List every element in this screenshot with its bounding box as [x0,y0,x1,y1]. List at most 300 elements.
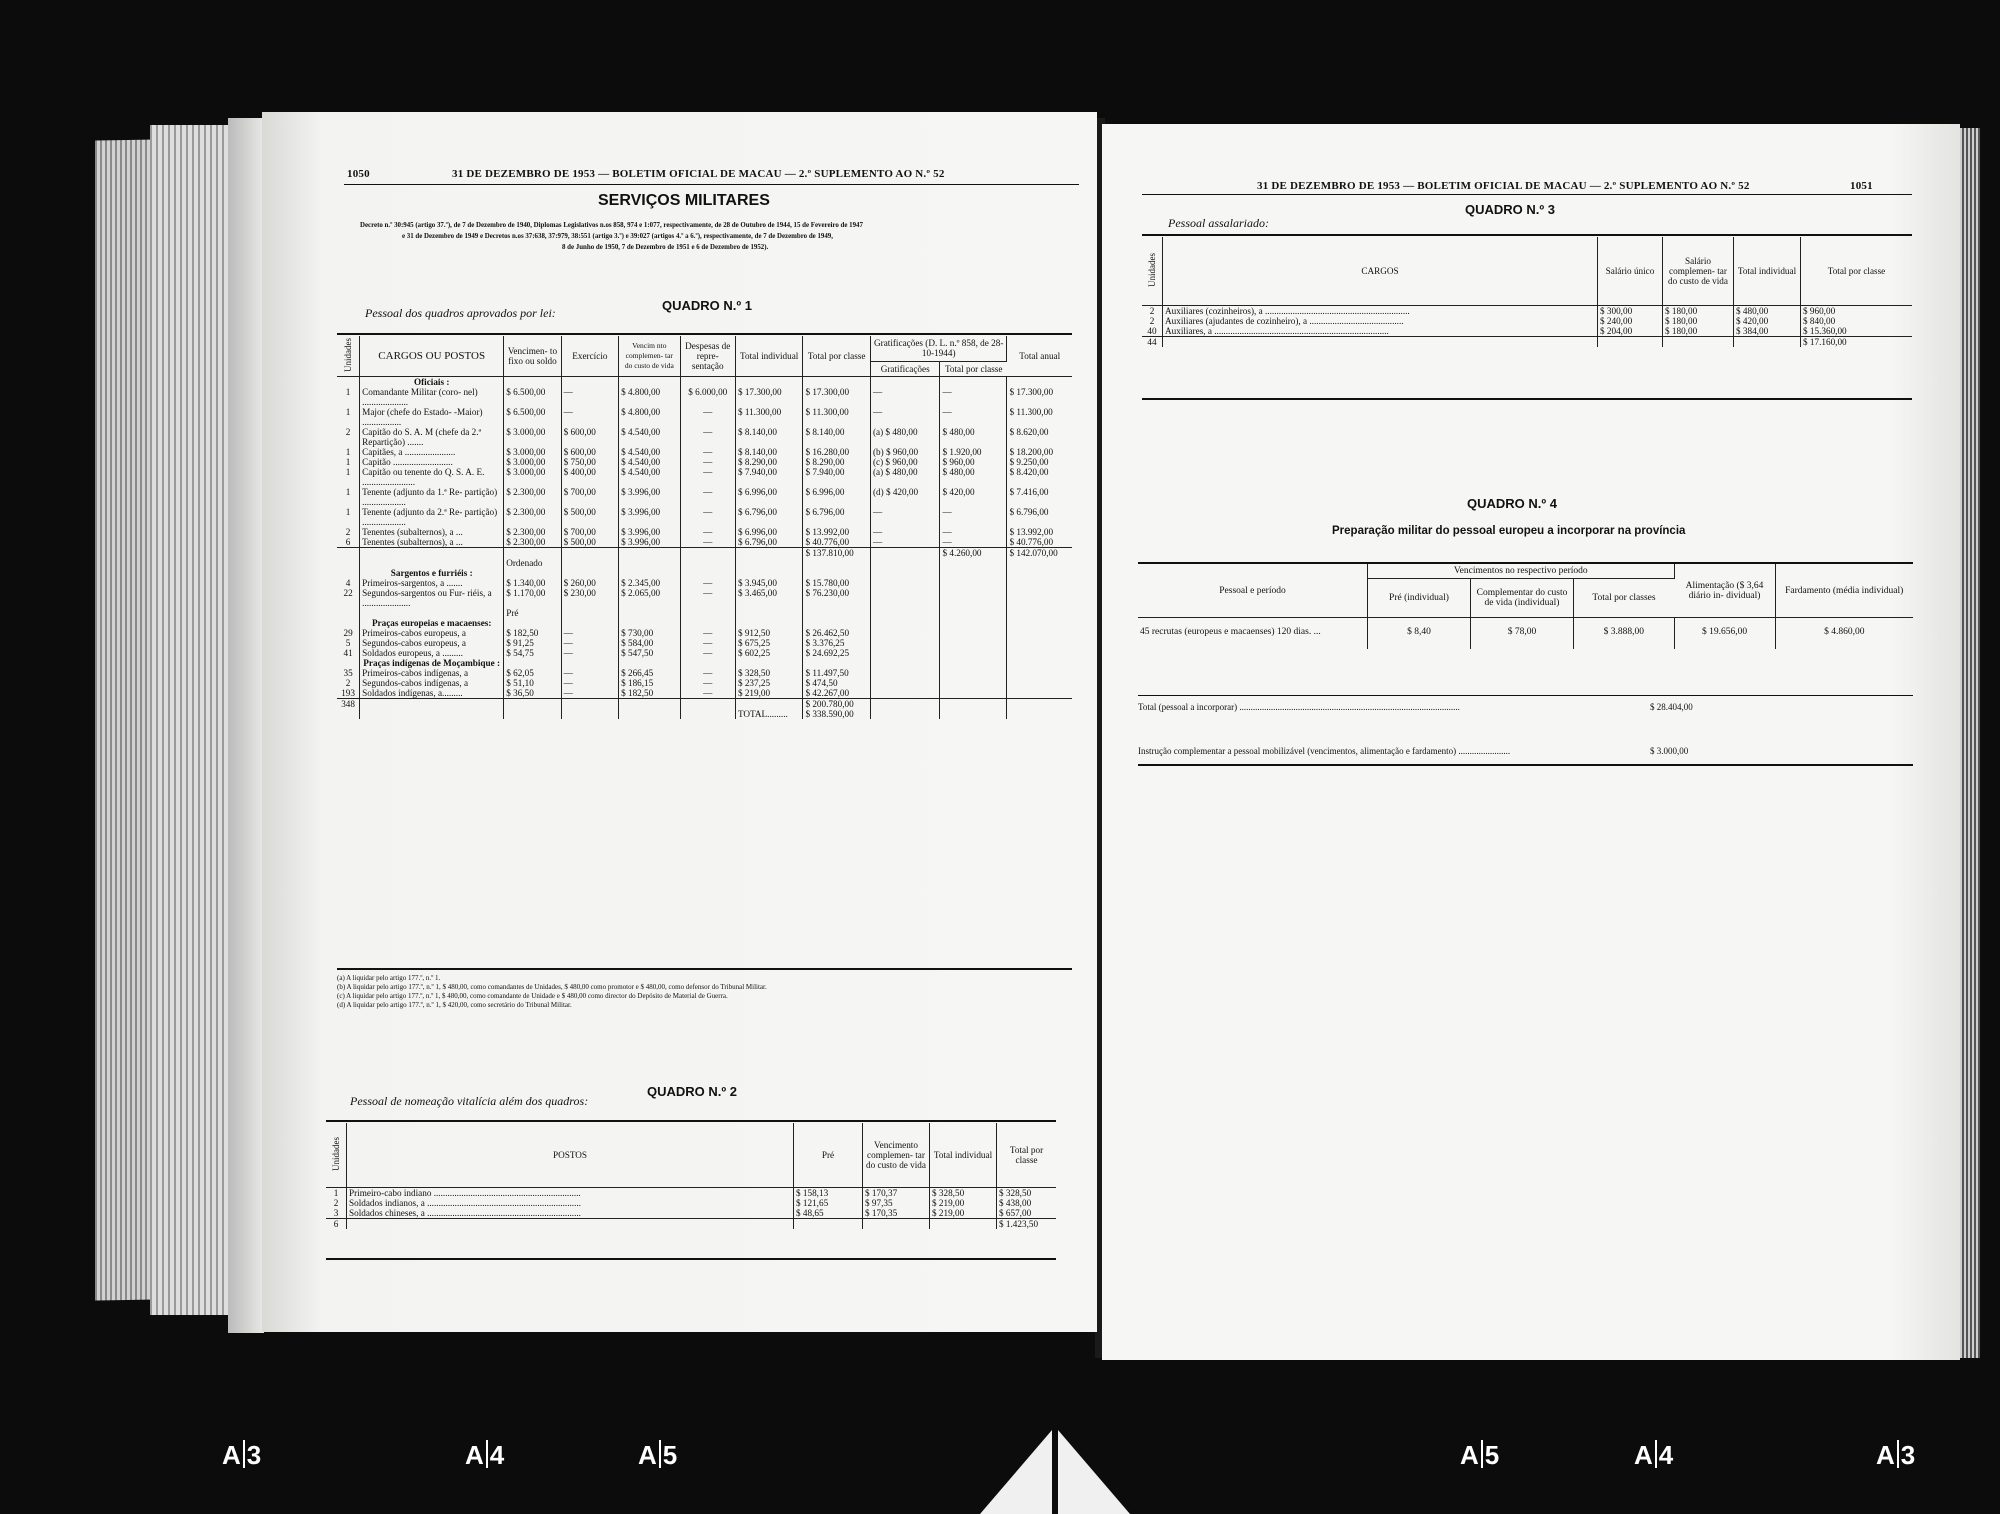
q1-section-row [337,568,1072,578]
book-edge-shadow [228,118,264,1333]
q4-cell-complementar: $ 78,00 [1471,618,1574,650]
q1-cell-exercicio [561,377,618,388]
q1-cell-exercicio: — [561,678,618,688]
q3-body [1142,306,1912,348]
q4-cell-pessoal: 45 recrutas (europeus e macaenses) 120 dias. ... [1138,618,1368,650]
q1-cell-total-classe: $ 40.776,00 [803,537,871,548]
q1-cell-cargo: Tenente (adjunto da 2.ª Re- partição) ................... [360,507,504,527]
q2-h-complemento: Vencimento complemen- tar do custo de vida [863,1123,930,1188]
q1-cell-complemento [619,558,680,568]
q1-cell-total-anual: $ 9.250,00 [1009,457,1049,467]
target-letter: A [638,1440,657,1470]
q1-cell-grat [870,668,940,678]
q1-cell-total-classe: $ 24.692,25 [803,648,871,658]
q1-cell-venc: $ 91,25 [504,638,561,648]
q1-cell-total-anual [1007,668,1072,678]
q1-cell-total-ind: $ 8.290,00 [735,457,803,467]
q1-cell-unidades: 2 [337,527,360,537]
q2-h-postos: POSTOS [347,1123,794,1188]
q1-cell-grat-total [940,678,1007,688]
q1-row [337,648,1072,658]
q1-cell-cargo [360,558,504,568]
q1-cell-total-anual [1007,588,1072,608]
q1-cell-unidades: 1 [337,507,360,527]
q3-cell-complemento: $ 180,00 [1663,306,1734,317]
q4-h-total: Total por classes [1592,593,1656,603]
q1-cell-total-classe: $ 42.267,00 [803,688,871,699]
q1-cell-grat: (d) $ 420,00 [870,487,940,507]
q3-cell-cargo: Auxiliares (ajudantes de cozinheiro), a ......................................... [1163,316,1598,326]
q3-row [1142,326,1912,337]
q1-cell-unidades: 5 [337,638,360,648]
q1-cell-unidades: 4 [337,578,360,588]
q1-cell-total-anual: $ 6.796,00 [1009,507,1049,517]
q1-cell-venc: $ 6.500,00 [504,387,561,407]
q1-cell-total-anual [1007,628,1072,638]
q1-cell-cargo: Tenentes (subalternos), a ... [360,537,504,548]
q1-row [337,507,1072,527]
q1-caption: Pessoal dos quadros aprovados por lei: [365,306,556,320]
target-letter: A [1460,1440,1479,1470]
q1-cell-cargo: Praças europeias e macaenses: [360,618,504,628]
q2-cell-unidades: 2 [326,1198,347,1208]
q1-cell-cargo: Sargentos e furriéis : [360,568,504,578]
q1-cell-cargo [360,709,504,719]
q2-top-rule [326,1120,1056,1122]
q3-cell-total-ind: $ 384,00 [1734,326,1801,337]
q1-cell-exercicio: — [561,387,618,407]
q1-cell-despesas: — [680,407,735,427]
q1-body [337,377,1072,720]
q1-cell-cargo: Soldados indígenas, a......... [360,688,504,699]
left-triangle-mark [980,1430,1052,1514]
q1-cell-total-ind [735,699,803,710]
target-a3-right [1876,1440,1915,1471]
q1-cell-complemento: $ 4.540,00 [619,447,680,457]
header-rule [344,184,1079,185]
right-page-number: 1051 [1850,180,1873,192]
q1-cell-exercicio [561,548,618,559]
q1-cell-venc [504,658,561,668]
q3-table [1142,237,1912,347]
target-a5-right [1460,1440,1499,1471]
q1-cell-despesas: — [680,467,735,487]
q2-h-total-ind: Total individual [930,1123,997,1188]
target-a4-right [1634,1440,1673,1471]
q1-cell-cargo: Capitães, a ...................... [360,447,504,457]
q1-cell-exercicio [561,699,618,710]
q1-cell-grat-total [940,628,1007,638]
q2-cell-complemento: $ 97,35 [863,1198,930,1208]
q1-h-cargos: CARGOS OU POSTOS [360,336,504,377]
q1-title: QUADRO N.º 1 [662,298,752,313]
q1-cell-complemento: $ 3.996,00 [619,527,680,537]
q1-row [337,387,1072,407]
q1-cell-complemento: $ 186,15 [619,678,680,688]
q1-cell-unidades: 1 [337,407,360,427]
q1-cell-grat [870,377,940,388]
q1-row [337,608,1072,618]
q1-cell-grat [870,688,940,699]
q1-cell-total-ind [735,618,803,628]
target-number: 4 [489,1440,505,1470]
q1-row [337,588,1072,608]
q4-h-pessoal: Pessoal e período [1138,564,1368,618]
q1-cell-grat-total: $ 1.920,00 [940,447,1007,457]
q1-cell-venc: $ 2.300,00 [504,527,561,537]
q4-subtitle: Preparação militar do pessoal europeu a incorporar na província [1332,525,1686,537]
q1-h-total-classe: Total por classe [803,336,871,377]
q2-table [326,1123,1056,1229]
q1-cell-total-ind: $ 219,00 [735,688,803,699]
target-number: 5 [1484,1440,1500,1470]
q3-caption: Pessoal assalariado: [1168,216,1270,230]
q1-cell-grat: (c) $ 960,00 [870,457,940,467]
q1-cell-grat: (a) $ 480,00 [870,427,940,447]
q1-cell-despesas: — [680,688,735,699]
q1-cell-total-anual [1007,699,1072,710]
q2-cell-unidades: 6 [326,1219,347,1230]
target-number: 3 [246,1440,262,1470]
target-number: 5 [662,1440,678,1470]
q1-cell-despesas: — [680,427,735,447]
q1-cell-complemento [619,377,680,388]
q1-cell-grat-total [940,618,1007,628]
q2-cell-pre: $ 48,65 [794,1208,863,1219]
q1-cell-total-classe [803,377,871,388]
q3-cell-unidades: 44 [1142,337,1163,348]
q4-instr-value: $ 3.000,00 [1650,746,1689,756]
q4-title: QUADRO N.º 4 [1467,496,1557,511]
q1-cell-complemento [619,568,680,578]
q1-cell-total-anual: $ 40.776,00 [1009,537,1054,547]
q2-cell-posto: Soldados chineses, a ................................................................... [347,1208,794,1219]
q1-cell-unidades: 2 [337,427,360,447]
footnote-c: (c) A liquidar pelo artigo 177.º, n.º 1, $ 480,00, como comandante de Unidade e $ 480,00 como director do Depósito de Material de Guerra. [337,992,728,1000]
q4-cell-fardamento: $ 4.860,00 [1824,627,1865,637]
q4-h-fardamento: Fardamento (média individual) [1785,585,1904,596]
q3-cell-cargo [1163,337,1598,348]
target-a4-left [465,1440,504,1471]
q1-cell-total-ind: $ 3.465,00 [735,588,803,608]
q2-bottom-rule [326,1258,1056,1260]
q1-cell-total-anual: $ 18.200,00 [1009,447,1054,457]
q1-cell-total-ind: $ 328,50 [735,668,803,678]
q1-cell-venc: $ 3.000,00 [504,427,561,447]
target-number: 3 [1900,1440,1916,1470]
q1-cell-complemento: $ 266,45 [619,668,680,678]
q1-cell-grat-total [940,568,1007,578]
q1-cell-cargo: Capitão ou tenente do Q. S. A. E. ....................... [360,467,504,487]
q2-total-row [326,1219,1056,1230]
q1-cell-cargo: Segundos-cabos indígenas, a [360,678,504,688]
q1-cell-total-ind: $ 675,25 [735,638,803,648]
q3-h-total-classe: Total por classe [1827,266,1886,276]
q1-cell-grat-total: — [940,507,1007,527]
q3-cell-salario [1598,337,1663,348]
section-title: SERVIÇOS MILITARES [598,192,770,209]
q1-cell-total-classe [803,558,871,568]
book-fore-edge-left-2 [150,125,230,1315]
q1-cell-total-classe: $ 6.996,00 [803,487,871,507]
q1-cell-grat-total: $ 480,00 [940,427,1007,447]
q1-cell-cargo: Primeiros-cabos europeus, a [360,628,504,638]
q1-cell-total-anual [1007,709,1072,719]
q1-cell-total-ind: $ 602,25 [735,648,803,658]
q1-cell-cargo [360,548,504,559]
q2-cell-total-ind [930,1219,997,1230]
q1-cell-complemento [619,608,680,618]
target-a3-left [222,1440,261,1471]
q2-cell-total-ind: $ 328,50 [930,1188,997,1199]
q3-cell-cargo: Auxiliares (cozinheiros), a ............................................................... [1163,306,1598,317]
q1-total-row [337,699,1072,710]
q1-cell-despesas: — [680,527,735,537]
q3-bottom-rule [1142,398,1912,400]
left-running-header: 31 DE DEZEMBRO DE 1953 — BOLETIM OFICIAL DE MACAU — 2.º SUPLEMENTO AO N.º 52 [452,168,945,180]
q2-cell-pre: $ 121,65 [794,1198,863,1208]
target-letter: A [1876,1440,1895,1470]
q1-cell-total-ind: $ 17.300,00 [735,387,803,407]
q1-cell-grat [870,618,940,628]
q1-cell-despesas [680,568,735,578]
q3-cell-total-classe: $ 17.160,00 [1801,337,1913,348]
q1-cell-grat [870,638,940,648]
q1-cell-grat [870,568,940,578]
q4-row-rule [1138,695,1913,696]
q1-cell-unidades [337,568,360,578]
q1-section-row [337,658,1072,668]
q1-section-row [337,618,1072,628]
q1-cell-despesas [680,699,735,710]
left-page-number: 1050 [347,168,370,180]
q1-cell-grat-total [940,688,1007,699]
right-header-rule [1142,194,1912,195]
q4-row [1138,618,1913,650]
q1-cell-grat-total [940,588,1007,608]
q1-cell-total-classe [803,568,871,578]
footnote-d: (d) A liquidar pelo artigo 177.º, n.º 1, $ 420,00, como secretário do Tribunal Militar. [337,1001,572,1009]
target-bar [1655,1440,1657,1468]
q1-cell-exercicio: — [561,628,618,638]
q1-cell-cargo: Praças indígenas de Moçambique : [360,658,504,668]
target-bar [486,1440,488,1468]
q1-cell-despesas: — [680,537,735,548]
book-fore-edge-left [95,139,155,1300]
q1-cell-unidades [337,558,360,568]
q1-cell-total-classe: $ 8.140,00 [803,427,871,447]
q1-cell-grat-total [940,648,1007,658]
q1-cell-total-anual [1007,558,1072,568]
left-page [262,112,1097,1332]
q1-cell-venc: $ 2.300,00 [504,487,561,507]
q1-cell-exercicio: $ 260,00 [561,578,618,588]
gutter-triangle-marks [980,1420,1130,1514]
q3-cell-salario: $ 240,00 [1598,316,1663,326]
q1-cell-total-ind: $ 8.140,00 [735,427,803,447]
q1-cell-total-anual: $ 142.070,00 [1007,548,1072,559]
q1-row [337,638,1072,648]
target-letter: A [465,1440,484,1470]
target-bar [1481,1440,1483,1468]
q1-cell-total-classe [803,658,871,668]
q1-cell-complemento [619,699,680,710]
q1-cell-grat: — [870,387,940,407]
q1-row [337,467,1072,487]
q3-cell-total-ind: $ 420,00 [1734,316,1801,326]
q1-h-total-anual: Total anual [1019,351,1061,361]
q1-cell-grat-total: — [940,407,1007,427]
q1-cell-unidades: 35 [337,668,360,678]
q1-cell-complemento: $ 730,00 [619,628,680,638]
q1-cell-total-ind: $ 6.796,00 [735,537,803,548]
q1-cell-grat-total: — [940,387,1007,407]
q3-cell-salario: $ 204,00 [1598,326,1663,337]
q1-cell-unidades: 348 [337,699,360,710]
q3-cell-cargo: Auxiliares, a ............................................................................ [1163,326,1598,337]
q4-h-pre: Pré (individual) [1368,579,1471,618]
q1-row [337,407,1072,427]
q2-cell-posto: Soldados indianos, a ................................................................... [347,1198,794,1208]
q1-cell-grat [870,548,940,559]
q1-cell-despesas: — [680,648,735,658]
q3-row [1142,316,1912,326]
q1-cell-total-ind: $ 6.996,00 [735,527,803,537]
decree-line-1: Decreto n.º 30:945 (artigo 37.º), de 7 de Dezembro de 1940, Diplomas Legislativos n.os 858, 974 e 1:077, respectivamente, de 28 de Outubro de 1944, 15 de Fevereiro de 1947 [360,222,863,229]
q1-row [337,709,1072,719]
q1-cell-complemento [619,548,680,559]
q1-cell-despesas [680,608,735,618]
q1-cell-cargo: Capitão do S. A. M (chefe da 2.ª Repartição) ....... [360,427,504,447]
q1-cell-despesas [680,618,735,628]
q1-cell-unidades: 1 [337,467,360,487]
q1-cell-despesas: — [680,628,735,638]
q1-cell-unidades: 1 [337,457,360,467]
q1-row [337,668,1072,678]
q1-cell-total-ind: $ 8.140,00 [735,447,803,457]
q1-cell-unidades: 1 [337,447,360,457]
q1-cell-grat [870,588,940,608]
q1-cell-total-anual [1007,608,1072,618]
right-page [1102,124,1960,1360]
q1-row [337,427,1072,447]
q1-cell-venc [504,709,561,719]
q1-cell-total-ind [735,608,803,618]
q3-cell-total-classe: $ 960,00 [1803,306,1836,316]
q1-row [337,578,1072,588]
q3-h-salario: Salário único [1598,237,1663,306]
q1-row [337,527,1072,537]
q3-row [1142,306,1912,317]
q1-h-total-ind: Total individual [735,336,803,377]
q1-cell-grat [870,648,940,658]
q1-total-row [337,548,1072,559]
q1-cell-total-anual: $ 8.420,00 [1009,467,1049,477]
q1-cell-venc: $ 3.000,00 [504,457,561,467]
q1-cell-exercicio: — [561,688,618,699]
q1-cell-venc: $ 2.300,00 [504,507,561,527]
q1-cell-despesas: — [680,457,735,467]
q1-cell-grat-total: $ 4.260,00 [940,548,1007,559]
q1-cell-grat-total [940,578,1007,588]
right-running-header: 31 DE DEZEMBRO DE 1953 — BOLETIM OFICIAL DE MACAU — 2.º SUPLEMENTO AO N.º 52 [1257,180,1750,192]
q1-h-exercicio: Exercício [561,336,618,377]
q1-cell-complemento: $ 3.996,00 [619,487,680,507]
q1-cell-unidades: 41 [337,648,360,658]
decree-line-3: 8 de Junho de 1950, 7 de Dezembro de 1951 e 6 de Dezembro de 1952). [562,244,769,251]
q1-cell-total-ind [735,558,803,568]
q1-cell-grat: — [870,527,940,537]
q1-cell-grat-total: — [940,527,1007,537]
q1-cell-unidades: 29 [337,628,360,638]
q1-cell-grat-total [940,638,1007,648]
q2-cell-posto [347,1219,794,1230]
q1-cell-exercicio: $ 700,00 [561,487,618,507]
q1-section-row [337,377,1072,388]
q3-cell-salario: $ 300,00 [1598,306,1663,317]
q1-cell-grat [870,578,940,588]
q1-cell-despesas: — [680,638,735,648]
q1-cell-total-classe: $ 6.796,00 [803,507,871,527]
q1-row [337,487,1072,507]
q1-cell-exercicio [561,618,618,628]
q1-cell-total-classe [803,608,871,618]
q1-cell-grat-total [940,377,1007,388]
q4-h-group: Vencimentos no respectivo período [1368,564,1675,579]
q4-cell-pre: $ 8,40 [1368,618,1471,650]
q1-cell-venc [504,618,561,628]
q1-row [337,628,1072,638]
q1-cell-unidades [337,709,360,719]
q4-table [1138,564,1913,649]
q1-cell-unidades: 1 [337,487,360,507]
q1-cell-total-classe: $ 7.940,00 [803,467,871,487]
q1-cell-despesas: — [680,668,735,678]
q1-cell-exercicio: — [561,668,618,678]
q1-h-despesas: Despesas de repre- sentação [680,336,735,377]
q1-cell-despesas: — [680,487,735,507]
q2-cell-pre [794,1219,863,1230]
q1-cell-total-anual [1007,618,1072,628]
q2-title: QUADRO N.º 2 [647,1084,737,1099]
q3-top-rule [1142,234,1912,236]
q1-row [337,688,1072,699]
q2-cell-total-classe: $ 328,50 [999,1188,1032,1198]
q3-cell-complemento [1663,337,1734,348]
q1-cell-cargo: Oficiais : [360,377,504,388]
q3-cell-total-ind: $ 480,00 [1734,306,1801,317]
q1-cell-cargo: Primeiros-cabos indígenas, a [360,668,504,678]
q1-cell-total-anual [1007,648,1072,658]
q1-cell-despesas: — [680,507,735,527]
q1-cell-unidades: 6 [337,537,360,548]
q1-cell-total-anual [1007,578,1072,588]
q1-cell-total-classe: $ 3.376,25 [803,638,871,648]
q2-cell-total-classe: $ 438,00 [999,1198,1032,1208]
q1-cell-venc: $ 2.300,00 [504,537,561,548]
q1-bottom-rule [337,968,1072,970]
q1-cell-complemento: $ 4.540,00 [619,467,680,487]
target-bar [243,1440,245,1468]
q1-cell-total-ind: $ 11.300,00 [735,407,803,427]
q1-cell-total-ind: $ 6.796,00 [735,507,803,527]
q1-cell-total-anual: $ 8.620,00 [1009,427,1049,437]
q1-cell-total-classe: $ 11.497,50 [803,668,871,678]
target-number: 4 [1658,1440,1674,1470]
q1-cell-grat-total [940,668,1007,678]
q1-cell-grat-total [940,608,1007,618]
q1-cell-exercicio [561,658,618,668]
